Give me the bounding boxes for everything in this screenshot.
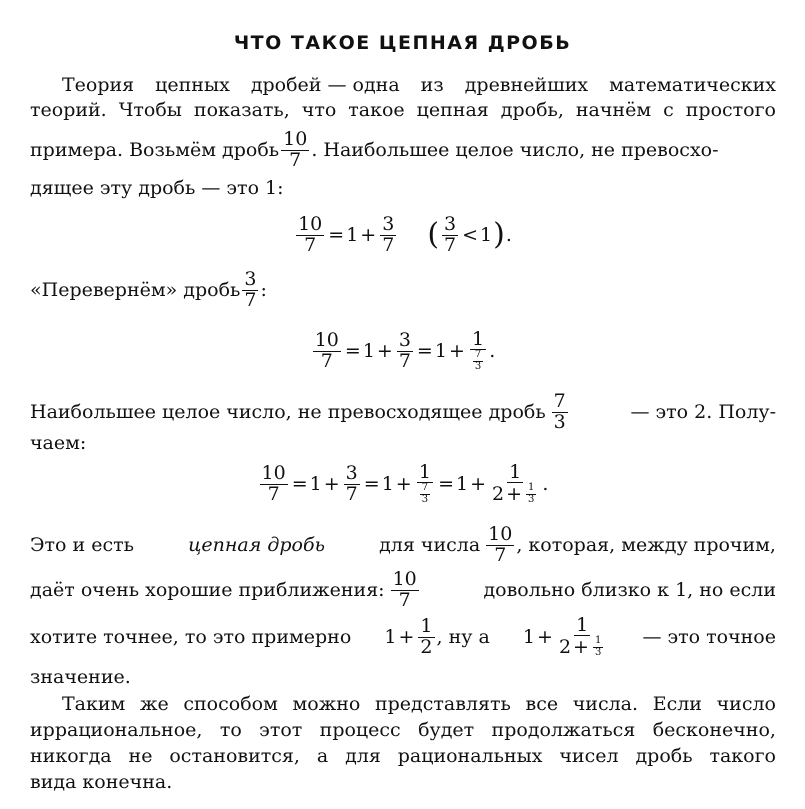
text: . Наибольшее целое число, не превосхо- [311, 139, 719, 161]
paragraph-4-line-4: значение. [30, 666, 131, 688]
fraction-3-7: $\frac{3}{7}$ [382, 212, 395, 256]
word: начнём [575, 99, 652, 121]
word: показать, [193, 99, 290, 121]
paragraph-2: «Перевернём» дробь $\frac{3}{7}$ : [30, 267, 267, 311]
denominator: 7 [289, 148, 302, 171]
paragraph-5-line-1: Таким же способом можно представлять все числа. Если число [62, 693, 776, 715]
fraction-10-7: $\frac{10}{7}$ [298, 212, 323, 256]
word: цепных [155, 74, 230, 96]
word: простого [685, 99, 776, 121]
fraction-3-7: $\frac{3}{7}$ [244, 267, 257, 311]
formula-3: $\frac{10}{7}$ = 1 + $\frac{3}{7}$ = 1 + $\frac{1}{\frac{7}{3}}$ = 1 + 1 2 + $\frac{1}{3}$ . [261, 460, 549, 505]
fraction-3-7: $\frac{3}{7}$ [444, 212, 457, 256]
paragraph-1-line-3 [30, 127, 776, 171]
word: цепная [416, 99, 489, 121]
fraction-1-over-7-3: $\frac{1}{\frac{7}{3}}$ [472, 327, 485, 372]
paragraph-4-line-2: даёт очень хорошие приближения: $\frac{10}{7}$ довольно близко к 1, но если [30, 567, 776, 611]
word: теорий. [30, 99, 107, 121]
paragraph-1-line-1 [30, 73, 776, 97]
word: Чтобы [118, 99, 182, 121]
text: примера. Возьмём дробь [30, 139, 280, 161]
paragraph-4-line-1: Это и есть цепная дробь для числа $\frac{10}{7}$ , которая, между прочим, [30, 522, 776, 566]
page-title: ЧТО ТАКОЕ ЦЕПНАЯ ДРОБЬ [233, 32, 572, 54]
word: дробь, [500, 99, 564, 121]
word: с [663, 99, 674, 121]
formula-2: $\frac{10}{7}$ = 1 + $\frac{3}{7}$ = 1 + $\frac{1}{\frac{7}{3}}$ . [314, 327, 496, 372]
formula-1: $\frac{10}{7}$ = 1 + $\frac{3}{7}$ ( $\frac{3}{7}$ < 1 ) . [298, 212, 512, 256]
word: математических [609, 74, 776, 96]
word: что [301, 99, 337, 121]
fraction-7-3: $\frac{7}{3}$ [553, 389, 566, 433]
paragraph-4-line-3: хотите точнее, то это примерно 1 + $\frac{1}{2}$ , ну а 1 + 1 2 + $\frac{1}{3}$ — это точное [30, 613, 776, 658]
numerator: 10 [283, 127, 308, 150]
word: такое [348, 99, 405, 121]
word: из [420, 74, 444, 96]
word: дробей — одна [250, 74, 400, 96]
paragraph-3-line-1: Наибольшее целое число, не превосходящее дробь $\frac{7}{3}$ — это 2. Полу- [30, 389, 776, 433]
paragraph-5-line-2: иррациональное, то этот процесс будет продолжаться бесконечно, [30, 719, 776, 741]
emphasis: цепная дробь [188, 534, 325, 556]
paragraph-5-line-4: вида конечна. [30, 771, 173, 793]
paragraph-3-line-2: чаем: [30, 432, 87, 454]
paragraph-1-line-2 [30, 98, 776, 122]
paragraph-5-line-3: никогда не остановится, а для рациональных чисел дробь такого [30, 745, 776, 767]
paragraph-1-line-4: дящее эту дробь — это 1: [30, 177, 284, 199]
word: древнейших [464, 74, 589, 96]
continued-fraction: 1 2 + $\frac{1}{3}$ [492, 460, 535, 505]
word: Теория [62, 74, 135, 96]
fraction-10-7 [281, 127, 309, 171]
